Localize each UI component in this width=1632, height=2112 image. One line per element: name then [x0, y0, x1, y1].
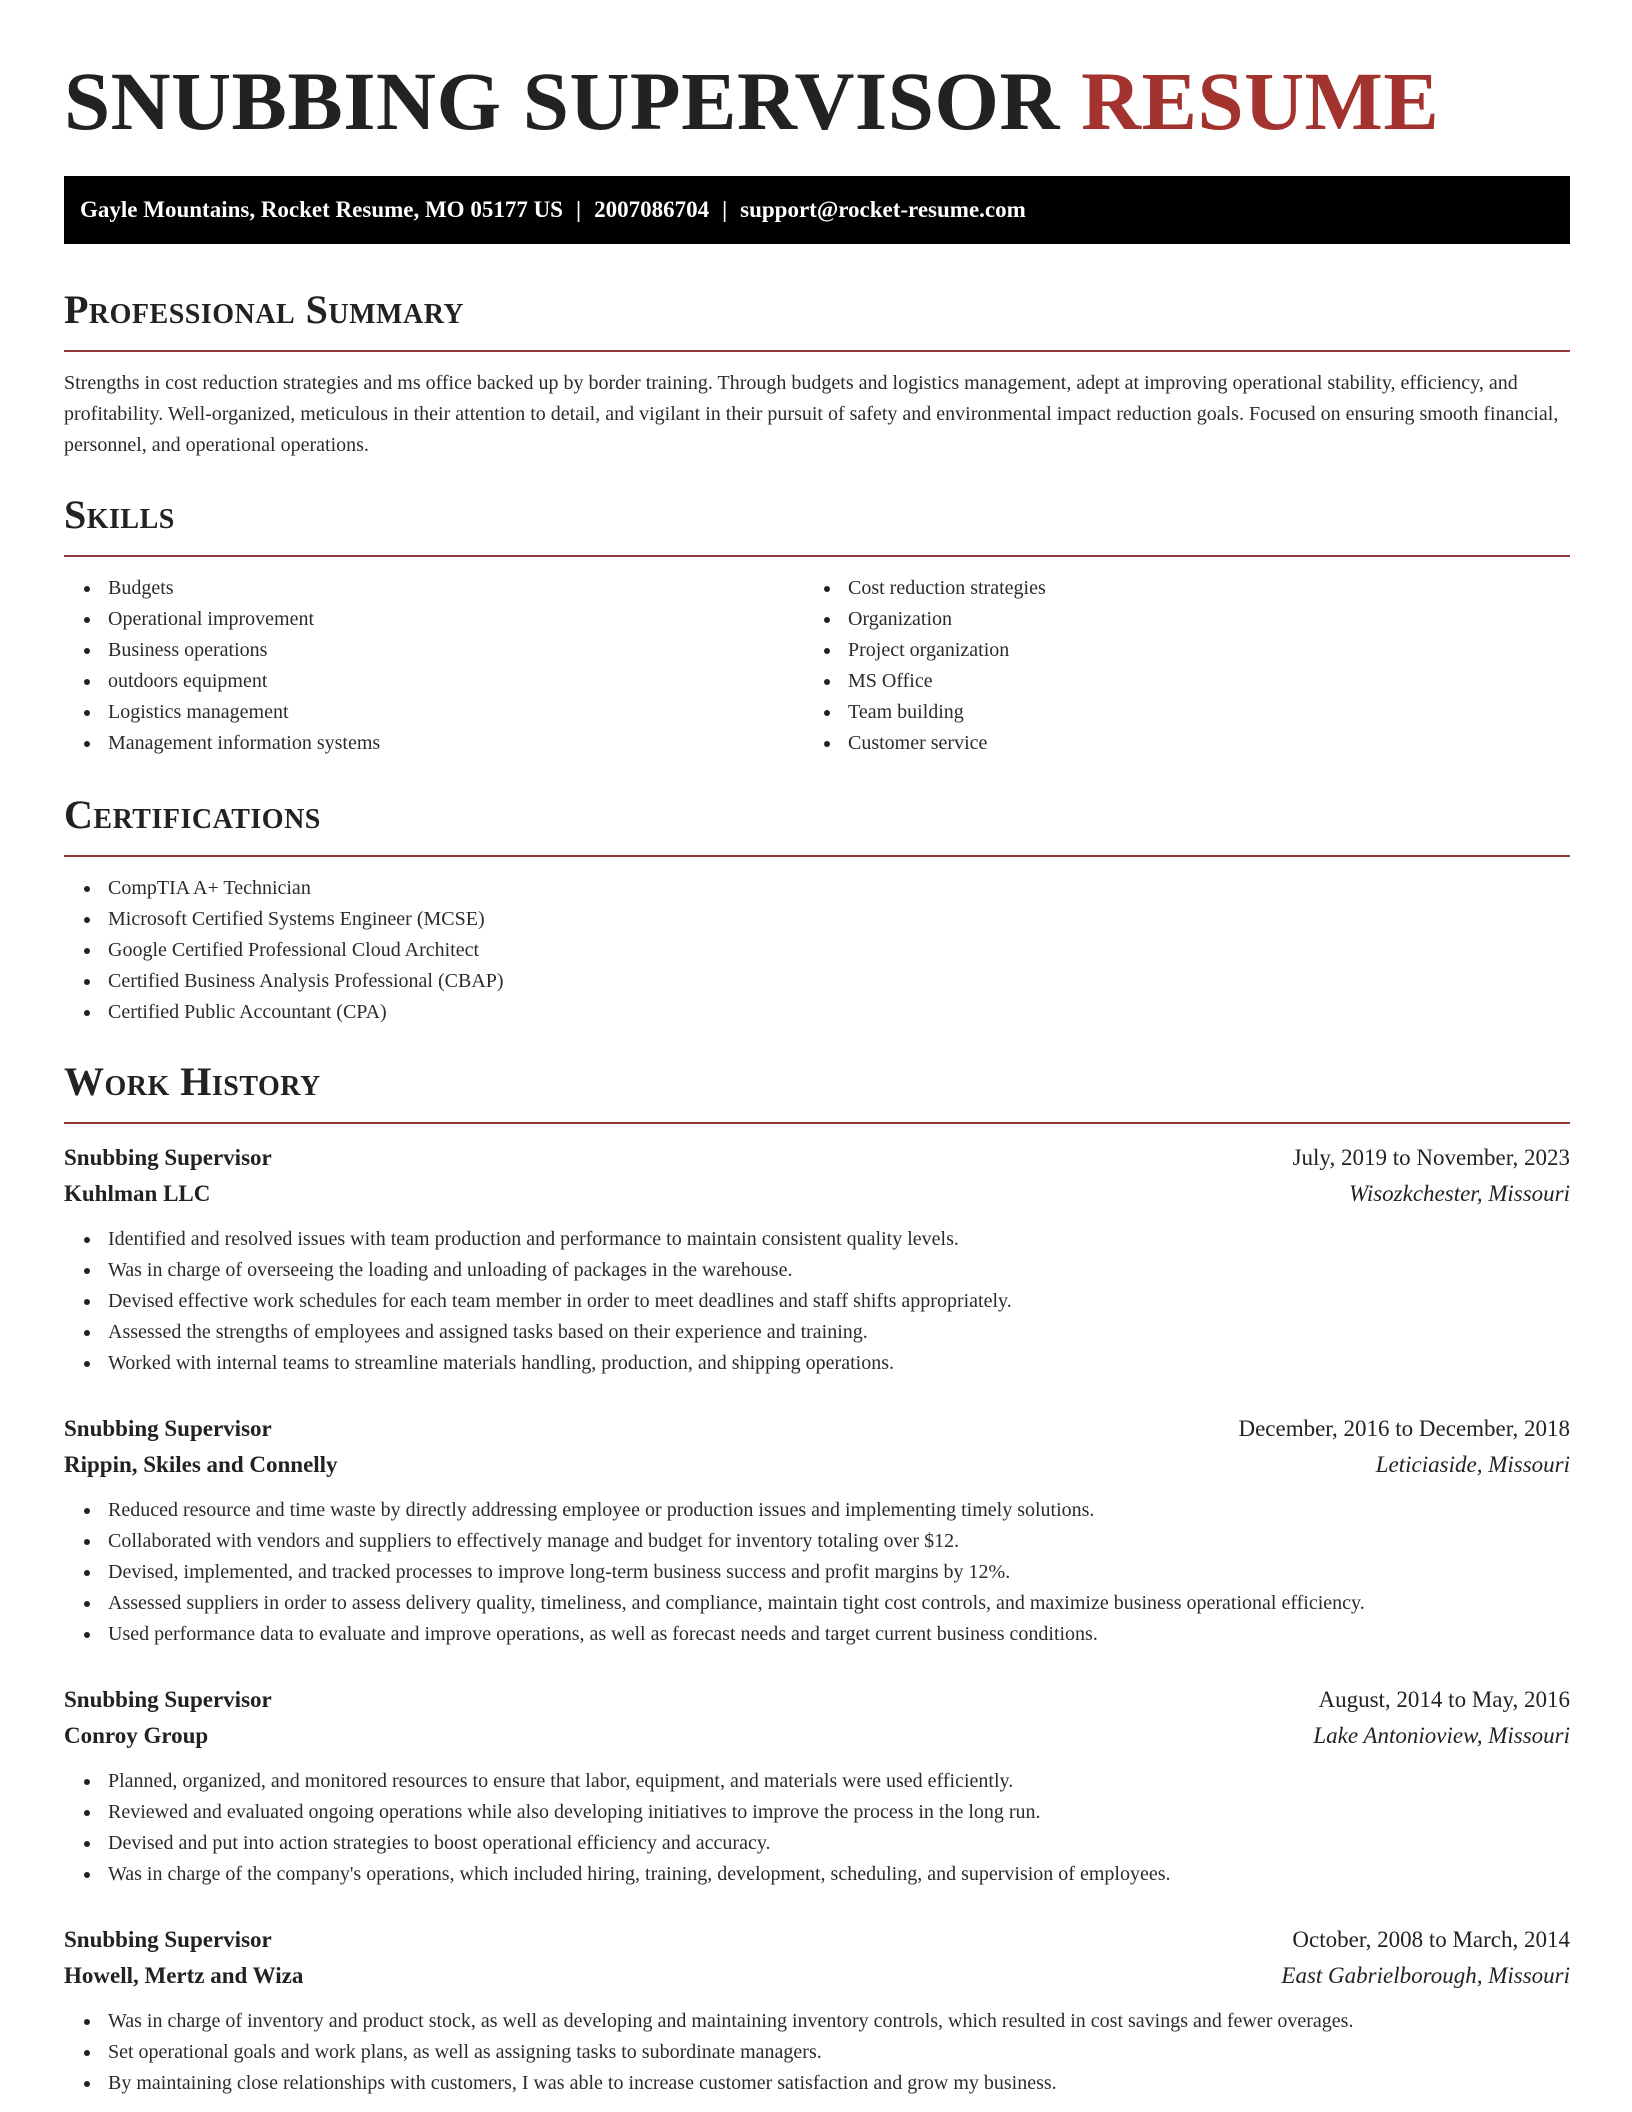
job-bullet-list: [64, 1766, 1570, 1890]
contact-separator: |: [575, 197, 582, 222]
section-heading-certifications: Certifications: [64, 792, 321, 837]
list-item: Devised and put into action strategies to boost operational efficiency and accuracy.: [64, 1828, 1570, 1859]
skills-column-left: [64, 573, 804, 759]
resume-title: [64, 55, 1570, 147]
list-item: Devised, implemented, and tracked processes to improve long-term business success and profit margins by 12%.: [64, 1557, 1570, 1588]
job-bullet-list: [64, 1495, 1570, 1650]
section-divider: [64, 350, 1570, 352]
contact-address: Gayle Mountains, Rocket Resume, MO 05177 US: [80, 197, 563, 222]
section-heading-work-history: Work History: [64, 1059, 321, 1104]
list-item: Microsoft Certified Systems Engineer (MCSE): [64, 904, 1570, 935]
list-item: By maintaining close relationships with customers, I was able to increase customer satisfaction and grow my business.: [64, 2068, 1570, 2099]
list-item: Management information systems: [64, 728, 804, 759]
job-title: Snubbing Supervisor: [64, 1145, 272, 1170]
list-item: Organization: [804, 604, 1544, 635]
job-entry: [64, 1140, 1570, 1379]
job-bullet-list: [64, 1224, 1570, 1379]
job-location: Lake Antonioview, Missouri: [1313, 1723, 1570, 1748]
list-item: Certified Public Accountant (CPA): [64, 997, 1570, 1028]
certifications-list: [64, 873, 1570, 1028]
job-company-row: [64, 1958, 1570, 1994]
job-company-row: [64, 1718, 1570, 1754]
list-item: Assessed suppliers in order to assess delivery quality, timeliness, and compliance, maintain tight cost controls, and maximize business operational efficiency.: [64, 1588, 1570, 1619]
job-dates: October, 2008 to March, 2014: [1292, 1927, 1570, 1952]
job-company: Rippin, Skiles and Connelly: [64, 1452, 338, 1477]
job-entry: [64, 1682, 1570, 1890]
section-heading-skills: Skills: [64, 492, 175, 537]
job-dates: August, 2014 to May, 2016: [1318, 1687, 1570, 1712]
list-item: Project organization: [804, 635, 1544, 666]
job-location: Wisozkchester, Missouri: [1348, 1181, 1570, 1206]
skills-column-right: [804, 573, 1544, 759]
list-item: outdoors equipment: [64, 666, 804, 697]
job-company: Kuhlman LLC: [64, 1181, 211, 1206]
list-item: Logistics management: [64, 697, 804, 728]
list-item: MS Office: [804, 666, 1544, 697]
job-entry: [64, 1411, 1570, 1650]
section-divider: [64, 1122, 1570, 1124]
contact-email: support@rocket-resume.com: [740, 197, 1026, 222]
list-item: Worked with internal teams to streamline materials handling, production, and shipping operations.: [64, 1348, 1570, 1379]
list-item: Identified and resolved issues with team production and performance to maintain consistent quality levels.: [64, 1224, 1570, 1255]
list-item: Set operational goals and work plans, as well as assigning tasks to subordinate managers.: [64, 2037, 1570, 2068]
job-company-row: [64, 1176, 1570, 1212]
list-item: Was in charge of inventory and product stock, as well as developing and maintaining inventory controls, which resulted in cost savings and fewer overages.: [64, 2006, 1570, 2037]
skills-section: [64, 491, 1570, 759]
job-bullet-list: [64, 2006, 1570, 2099]
job-header-row: [64, 1682, 1570, 1718]
certifications-section: [64, 791, 1570, 1028]
job-entry: [64, 1922, 1570, 2099]
work-history-section: [64, 1058, 1570, 2099]
list-item: Budgets: [64, 573, 804, 604]
job-company: Conroy Group: [64, 1723, 209, 1748]
list-item: Team building: [804, 697, 1544, 728]
list-item: CompTIA A+ Technician: [64, 873, 1570, 904]
job-company-row: [64, 1447, 1570, 1483]
list-item: Collaborated with vendors and suppliers to effectively manage and budget for inventory totaling over $12.: [64, 1526, 1570, 1557]
job-dates: December, 2016 to December, 2018: [1238, 1416, 1570, 1441]
job-company: Howell, Mertz and Wiza: [64, 1963, 304, 1988]
list-item: Planned, organized, and monitored resources to ensure that labor, equipment, and materials were used efficiently.: [64, 1766, 1570, 1797]
job-title: Snubbing Supervisor: [64, 1927, 272, 1952]
list-item: Used performance data to evaluate and improve operations, as well as forecast needs and target current business conditions.: [64, 1619, 1570, 1650]
summary-text: Strengths in cost reduction strategies and ms office backed up by border training. Through budgets and logistics management, adept at improving operational stability, efficiency, and profitability. Well-organized, meticulous in their attention to detail, and vigilant in their pursuit of safety and environmental impact reduction goals. Focused on ensuring smooth financial, personnel, and operational operations.: [64, 372, 1559, 456]
list-item: Was in charge of overseeing the loading and unloading of packages in the warehouse.: [64, 1255, 1570, 1286]
skills-grid: [64, 573, 1570, 759]
professional-summary-section: [64, 286, 1570, 461]
list-item: Business operations: [64, 635, 804, 666]
list-item: Reviewed and evaluated ongoing operations while also developing initiatives to improve the process in the long run.: [64, 1797, 1570, 1828]
list-item: Operational improvement: [64, 604, 804, 635]
list-item: Reduced resource and time waste by directly addressing employee or production issues and implementing timely solutions.: [64, 1495, 1570, 1526]
job-header-row: [64, 1922, 1570, 1958]
list-item: Customer service: [804, 728, 1544, 759]
job-location: East Gabrielborough, Missouri: [1281, 1963, 1570, 1988]
job-dates: July, 2019 to November, 2023: [1292, 1145, 1570, 1170]
job-title: Snubbing Supervisor: [64, 1416, 272, 1441]
list-item: Assessed the strengths of employees and assigned tasks based on their experience and training.: [64, 1317, 1570, 1348]
list-item: Cost reduction strategies: [804, 573, 1544, 604]
list-item: Certified Business Analysis Professional (CBAP): [64, 966, 1570, 997]
job-header-row: [64, 1411, 1570, 1447]
job-header-row: [64, 1140, 1570, 1176]
resume-content: [64, 0, 1570, 2099]
section-divider: [64, 855, 1570, 857]
contact-separator: |: [722, 197, 728, 222]
section-heading-summary: Professional Summary: [64, 287, 465, 332]
job-title: Snubbing Supervisor: [64, 1687, 272, 1712]
contact-bar: [64, 176, 1570, 244]
contact-phone: 2007086704: [594, 197, 710, 222]
list-item: Devised effective work schedules for each team member in order to meet deadlines and staff shifts appropriately.: [64, 1286, 1570, 1317]
list-item: Google Certified Professional Cloud Architect: [64, 935, 1570, 966]
job-location: Leticiaside, Missouri: [1375, 1452, 1570, 1477]
title-accent: RESUME: [1081, 55, 1440, 147]
title-main: SNUBBING SUPERVISOR: [64, 55, 1060, 147]
work-history-list: [64, 1140, 1570, 2099]
section-divider: [64, 555, 1570, 557]
list-item: Was in charge of the company's operations, which included hiring, training, development, scheduling, and supervision of employees.: [64, 1859, 1570, 1890]
